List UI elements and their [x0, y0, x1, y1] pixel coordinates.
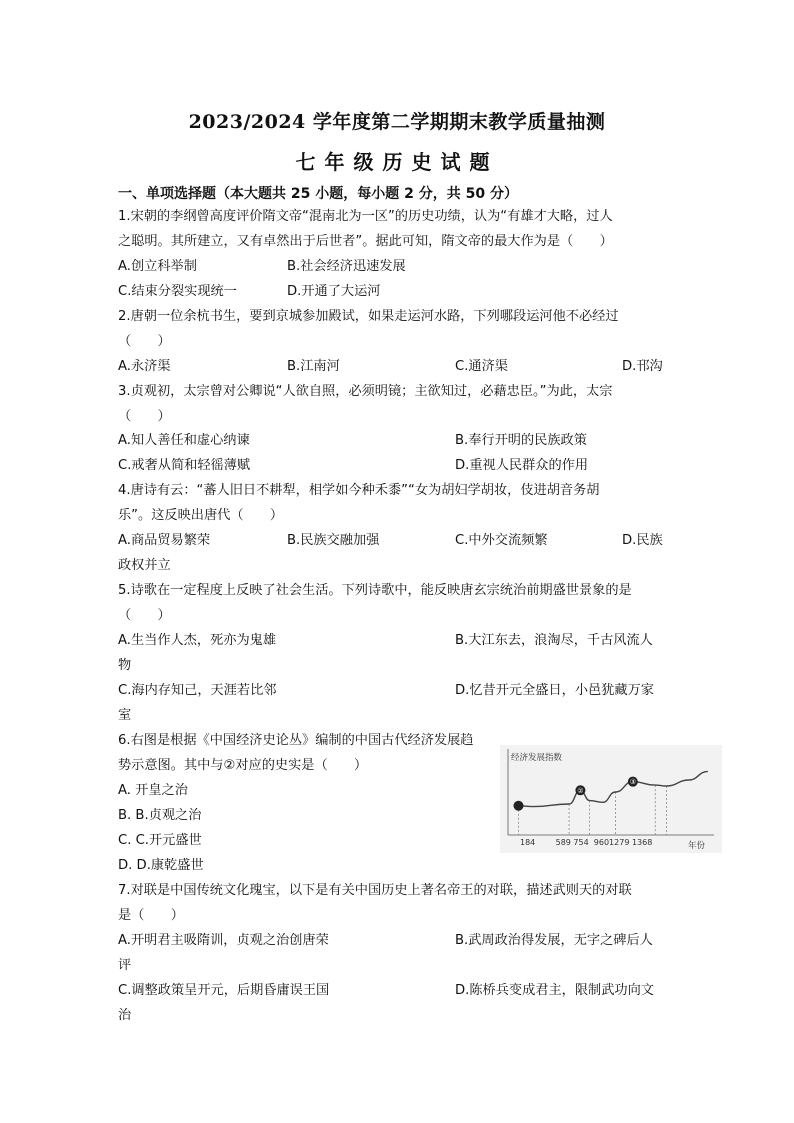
q6-option-a: A. 开皇之治: [118, 783, 188, 798]
question-2-line-2: （ ）: [118, 334, 171, 349]
chart-y-label: 经济发展指数: [511, 753, 563, 763]
question-7-line-2: 是（ ）: [118, 908, 184, 923]
exam-title: 2023/2024 学年度第二学期期末教学质量抽测: [188, 111, 606, 133]
chart-x-label: 年份: [688, 841, 706, 851]
question-6-line-2: 势示意图。其中与②对应的史实是（ ）: [118, 758, 368, 773]
q5-option-b-wrap: 物: [118, 658, 132, 673]
q4-option-d-wrap: 政权并立: [118, 558, 171, 573]
section-heading: 一、单项选择题（本大题共 25 小题，每小题 2 分，共 50 分）: [118, 186, 518, 202]
q5-option-d-wrap: 室: [118, 708, 132, 723]
q7-option-d-wrap: 治: [118, 1008, 132, 1023]
q4-option-c: C.中外交流频繁: [455, 533, 548, 548]
exam-subtitle: 七年级历史试题: [295, 150, 499, 174]
q2-option-d: D.邗沟: [622, 359, 663, 374]
q3-option-d: D.重视人民群众的作用: [455, 458, 589, 473]
q7-option-c: C.调整政策呈开元，后期昏庸误王国: [118, 983, 330, 998]
chart-marker-3-label: ③: [629, 778, 636, 787]
question-5-line-1: 5.诗歌在一定程度上反映了社会生活。下列诗歌中，能反映唐玄宗统治前期盛世景象的是: [118, 583, 632, 598]
question-1-line-2: 之聪明。其所建立，又有卓然出于后世者”。据此可知，隋文帝的最大作为是（ ）: [118, 234, 613, 249]
chart-marker-2-label: ②: [577, 786, 584, 795]
economic-trend-chart: [500, 745, 722, 853]
q4-option-b: B.民族交融加强: [287, 533, 380, 548]
q5-option-d: D.忆昔开元全盛日，小邑犹藏万家: [455, 683, 654, 698]
chart-tick-labels: 184 589 754 9601279 1368: [520, 838, 653, 847]
chart-svg: [500, 745, 722, 853]
q2-option-c: C.通济渠: [455, 359, 508, 374]
chart-marker-1: [513, 801, 523, 811]
q6-option-c: C. C.开元盛世: [118, 833, 202, 848]
q5-option-b: B.大江东去，浪淘尽，千古风流人: [455, 633, 653, 648]
question-5-line-2: （ ）: [118, 608, 171, 623]
question-1-line-1: 1.宋朝的李纲曾高度评价隋文帝“混南北为一区”的历史功绩，认为“有雄才大略，过人: [118, 209, 613, 224]
q7-option-b: B.武周政治得发展，无字之碑后人: [455, 933, 653, 948]
q1-option-a: A.创立科举制: [118, 259, 197, 274]
question-3-line-2: （ ）: [118, 409, 171, 424]
q6-option-d: D. D.康乾盛世: [118, 858, 204, 873]
question-4-line-2: 乐”。这反映出唐代（ ）: [118, 508, 284, 523]
q2-option-b: B.江南河: [287, 359, 340, 374]
q2-option-a: A.永济渠: [118, 359, 171, 374]
q3-option-c: C.戒奢从简和轻徭薄赋: [118, 458, 251, 473]
q1-option-b: B.社会经济迅速发展: [287, 259, 406, 274]
q5-option-a: A.生当作人杰，死亦为鬼雄: [118, 633, 277, 648]
q4-option-d: D.民族: [622, 533, 663, 548]
question-4-line-1: 4.唐诗有云：“蕃人旧日不耕犁，相学如今种禾黍”“女为胡妇学胡妆，伎进胡音务胡: [118, 483, 600, 498]
question-6-line-1: 6.右图是根据《中国经济史论丛》编制的中国古代经济发展趋: [118, 733, 474, 748]
q6-option-b: B. B.贞观之治: [118, 808, 202, 823]
q1-option-c: C.结束分裂实现统一: [118, 284, 237, 299]
question-3-line-1: 3.贞观初，太宗曾对公卿说“人欲自照，必须明镜；主欲知过，必藉忠臣。”为此，太宗: [118, 384, 613, 399]
question-7-line-1: 7.对联是中国传统文化瑰宝，以下是有关中国历史上著名帝王的对联，描述武则天的对联: [118, 883, 632, 898]
q7-option-d: D.陈桥兵变成君主，限制武功向文: [455, 983, 654, 998]
question-2-line-1: 2.唐朝一位余杭书生，要到京城参加殿试，如果走运河水路，下列哪段运河他不必经过: [118, 309, 619, 324]
q3-option-a: A.知人善任和虚心纳谏: [118, 433, 250, 448]
q1-option-d: D.开通了大运河: [287, 284, 381, 299]
q7-option-a: A.开明君主吸隋训，贞观之治创唐荣: [118, 933, 329, 948]
q4-option-a: A.商品贸易繁荣: [118, 533, 211, 548]
q5-option-c: C.海内存知己，天涯若比邻: [118, 683, 277, 698]
q3-option-b: B.奉行开明的民族政策: [455, 433, 587, 448]
q7-option-b-wrap: 评: [118, 958, 132, 973]
